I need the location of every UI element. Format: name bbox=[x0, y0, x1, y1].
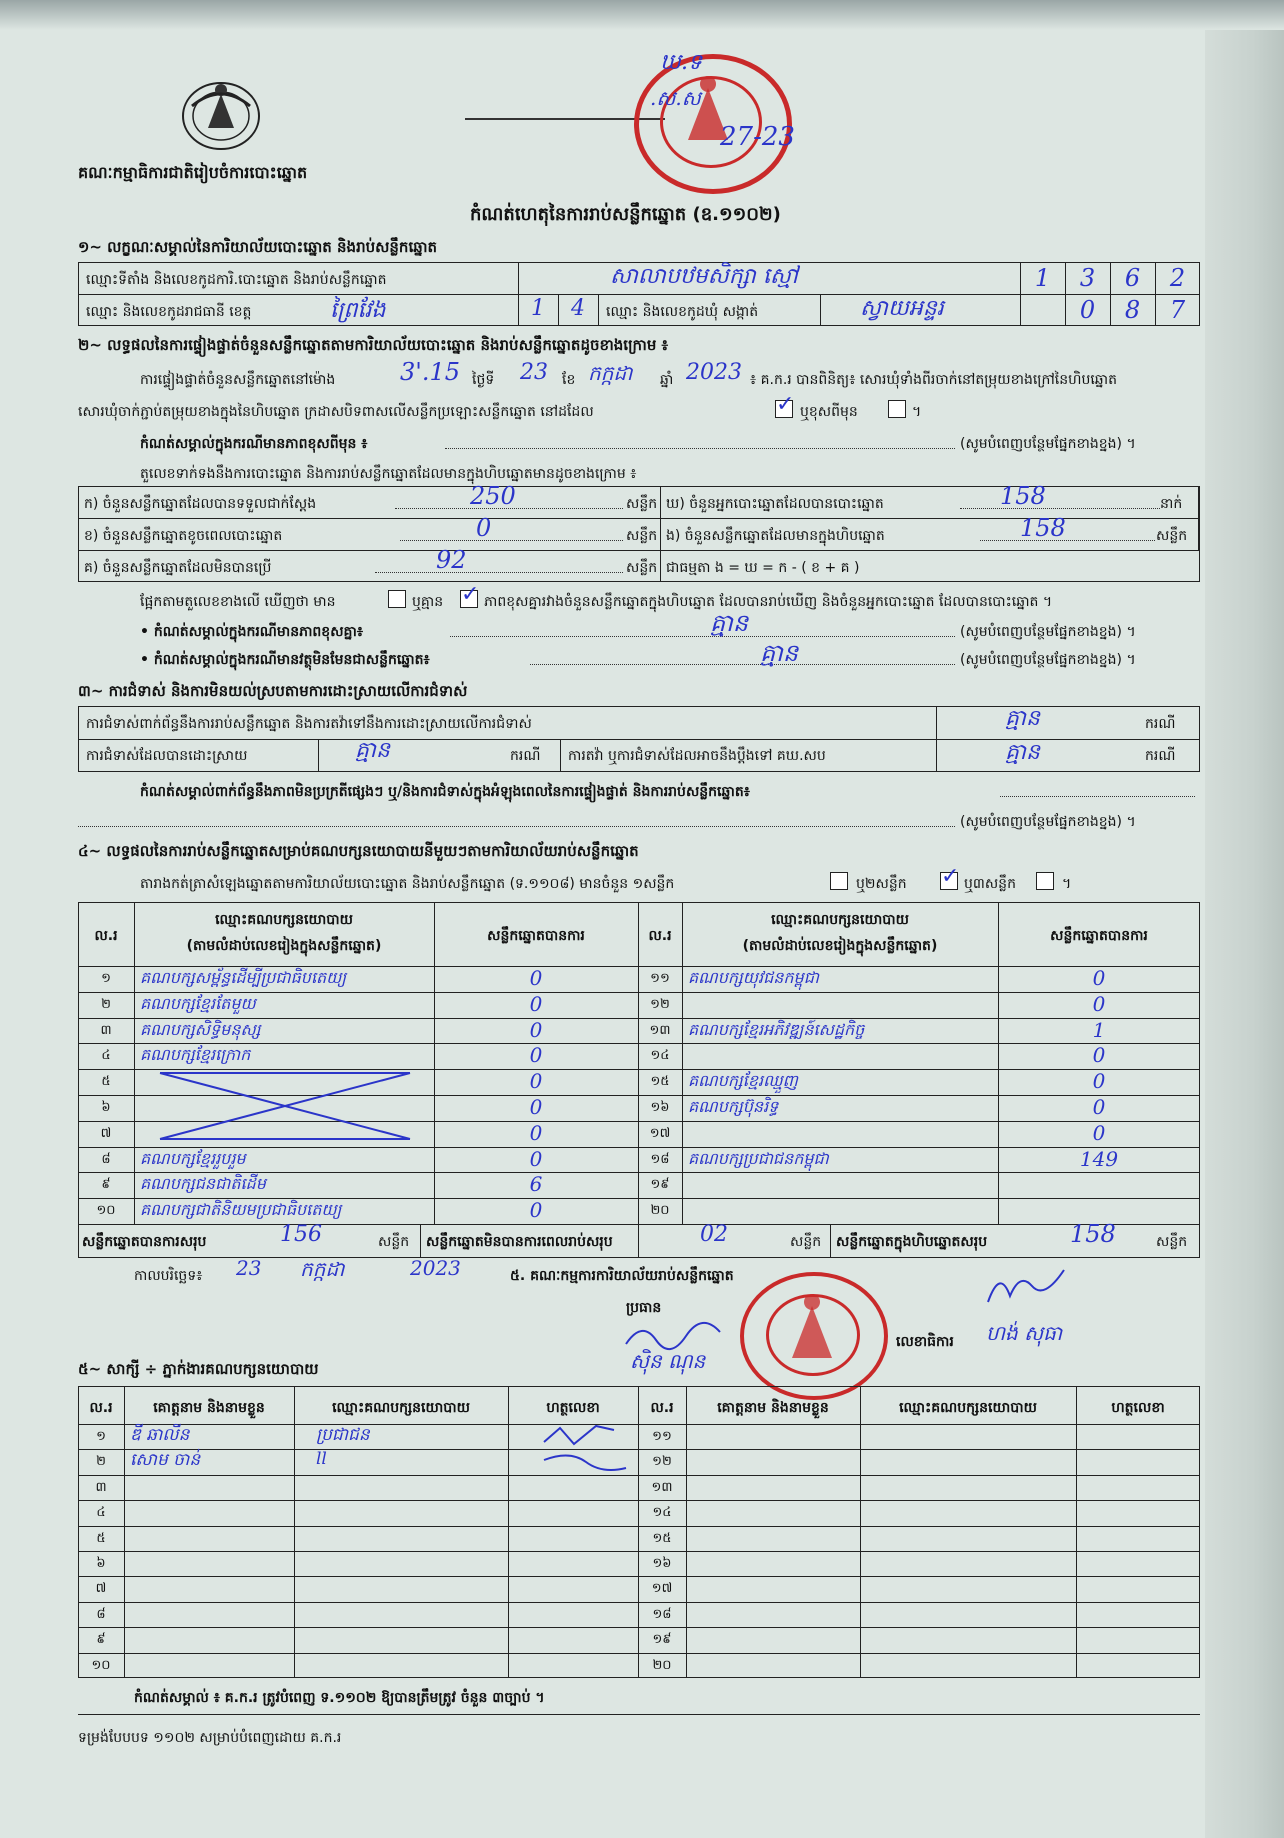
tally-sheet-intro: តារាងកត់ត្រាសំឡេងឆ្នោតតាមការិយាល័យបោះឆ្នោត និងរាប់សន្លឹកឆ្នោត (ទ.១១០៨) មានចំនួន ១សន្លឹក bbox=[140, 876, 675, 892]
fill-note-2: (សូមបំពេញបន្ថែមផ្នែកខាងខ្នង) ។ bbox=[960, 624, 1136, 640]
figure-d-value: 158 bbox=[1000, 482, 1046, 510]
nec-emblem-icon bbox=[178, 76, 264, 152]
province-code-2: 4 bbox=[571, 296, 585, 321]
total-valid-value: 156 bbox=[280, 1222, 322, 1247]
stamp-handwriting-1: ឃ.ទ bbox=[660, 50, 702, 75]
total-box-unit: សន្លឹក bbox=[1156, 1234, 1188, 1250]
check-mark-icon: ✓ bbox=[941, 864, 960, 889]
col-party-sub-left: (តាមលំដាប់លេខរៀងក្នុងសន្លឹកឆ្នោត) bbox=[186, 938, 382, 954]
total-invalid-value: 02 bbox=[700, 1222, 728, 1247]
witness-row-no: ១២ bbox=[652, 1454, 672, 1470]
result-row-no: ១២ bbox=[650, 996, 670, 1012]
check-mark-icon: ✓ bbox=[461, 582, 480, 607]
result-votes: 0 bbox=[529, 1043, 543, 1068]
col-party-right: ឈ្មោះគណបក្សនយោបាយ bbox=[771, 912, 909, 928]
col-party-sub-right: (តាមលំដាប់លេខរៀងក្នុងសន្លឹកឆ្នោត) bbox=[742, 938, 938, 954]
objection-row1-case: ករណី bbox=[1145, 716, 1176, 732]
result-row-no: ៧ bbox=[100, 1125, 112, 1141]
result-row-no: ៥ bbox=[101, 1074, 111, 1090]
station-code-3: 6 bbox=[1124, 264, 1141, 292]
total-valid-unit: សន្លឹក bbox=[378, 1234, 410, 1250]
result-votes: 0 bbox=[1092, 1120, 1106, 1145]
result-row-no: ៨ bbox=[101, 1151, 111, 1167]
witness-col-party-left: ឈ្មោះគណបក្សនយោបាយ bbox=[332, 1400, 470, 1416]
witness-row-no: ៤ bbox=[96, 1505, 106, 1521]
result-row-no: ១១ bbox=[650, 971, 670, 986]
date-month: កក្កដា bbox=[300, 1257, 345, 1281]
verify-line-e: ៖ គ.ក.រ បានពិនិត្យ៖ សោរឃុំទាំងពីរចាក់នៅតម្រុយខាងក្រៅនៃហិបឆ្នោត bbox=[750, 372, 1117, 388]
stamp-handwriting-2: .ស.ស bbox=[650, 86, 701, 110]
verify-time: 3'.15 bbox=[400, 358, 461, 386]
objection-appeal-value: គ្មាន bbox=[1005, 740, 1040, 765]
figure-e-value: 158 bbox=[1020, 514, 1066, 542]
footer-note: កំណត់សម្គាល់ ៖ គ.ក.រ ត្រូវបំពេញ ទ.១១០២ ឱ្យបានត្រឹមត្រូវ ចំនួន ៣ច្បាប់ ។ bbox=[134, 1690, 545, 1706]
result-row-no: ២០ bbox=[650, 1203, 670, 1219]
witness-col-name-right: គោត្តនាម និងនាមខ្លួន bbox=[717, 1400, 829, 1416]
bullet-object-value: គ្មាន bbox=[760, 639, 799, 667]
result-row-no: ២ bbox=[101, 996, 111, 1012]
result-party-name: គណបក្សខ្មែរឈ្មួញ bbox=[688, 1071, 798, 1091]
result-votes: 0 bbox=[529, 991, 543, 1016]
result-votes: 149 bbox=[1079, 1146, 1119, 1171]
polling-station-label: ឈ្មោះទីតាំង និងលេខកូដការិ.បោះឆ្នោត និងរាប់សន្លឹកឆ្នោត bbox=[86, 272, 387, 288]
total-box-value: 158 bbox=[1070, 1220, 1116, 1248]
result-party-name: គណបក្សប៊ុនរិទ្ធ bbox=[688, 1097, 779, 1116]
has-difference-checkbox[interactable] bbox=[388, 590, 406, 608]
three-sheet-label: ឬ៣សន្លឹក bbox=[964, 876, 1016, 892]
witness-row-no: ២ bbox=[96, 1454, 106, 1470]
changed-checkbox[interactable] bbox=[888, 400, 906, 418]
commune-code-1: 0 bbox=[1079, 296, 1096, 324]
document-page: គណៈកម្មាធិការជាតិរៀបចំការបោះឆ្នោត ឃ.ទ .ស.ស 27-23 កំណត់ហេតុនៃការរាប់សន្លឹកឆ្នោត (ឧ.១១០២) ១~ លក្ខណៈសម្គាល់នៃការិយាល័យបោះឆ្នោត និងរាប់សន្លឹកឆ្នោត ឈ្មោះទីតាំង និងលេខកូដការិ.បោះឆ្នោត និងរាប់សន្លឹកឆ្នោត សាលាបឋមសិក្សា ស្មៅ 1 3 6 2 ឈ្មោះ និងលេខកូដរាជធានី ខេត្ត ព្រៃវែង 1 4 ឈ្មោះ និងលេខកូដឃុំ សង្កាត់ ស្វាយអន្ទរ 0 8 7 ២~ លទ្ធផលនៃការផ្ទៀងផ្ទាត់ចំនួនសន្លឹកឆ្នោតតាមការិយាល័យបោះឆ្នោត និងរាប់សន្លឹកឆ្នោតដូចខាងក្រោម ៖ ការផ្ទៀងផ្ទាត់ចំនួនសន្លឹកឆ្នោតនៅម៉ោង 3'.15 ថ្ងៃទី 23 ខែ កក្កដា ឆ្នាំ 2023 ៖ គ.ក.រ បានពិនិត្យ៖ សោរឃុំទាំងពីរចាក់នៅតម្រុយខាងក្រៅនៃហិបឆ្នោត សោរឃុំចាក់ភ្ជាប់តម្រុយខាងក្នុងនៃហិបឆ្នោត ក្រដាសបិទពាសលើសន្លឹកប្រឡោះសន្លឹកឆ្នោត នៅដដែល ✓ ឬខុសពីមុន ។ កំណត់សម្គាល់ក្នុងករណីមានភាពខុសពីមុន ៖ (សូមបំពេញបន្ថែមផ្នែកខាងខ្នង) ។ តួលេខទាក់ទងនឹងការបោះឆ្នោត និងការរាប់សន្លឹកឆ្នោតដែលមានក្នុងហិបឆ្នោតមានដូចខាងក្រោម ៖ ក) ចំនួនសន្លឹកឆ្នោតដែលបានទទួលជាក់ស្តែង 250 សន្លឹក ឃ) ចំនួនអ្នកបោះឆ្នោតដែលបានបោះឆ្នោត 158 នាក់ ខ) ចំនួនសន្លឹកឆ្នោតខូចពេលបោះឆ្នោត 0 សន្លឹក ង) ចំនួនសន្លឹកឆ្នោតដែលមានក្នុងហិបឆ្នោត 158 សន្លឹក គ) ចំនួនសន្លឹកឆ្នោតដែលមិនបានប្រើ 92 សន្លឹក ជាធម្មតា ង = ឃ = ក - ( ខ + គ ) ផ្អែកតាមតួលេខខាងលើ ឃើញថា មាន ឬគ្មាន ✓ ភាពខុសគ្នារវាងចំនួនសន្លឹកឆ្នោតក្នុងហិបឆ្នោត ដែលបានរាប់ឃើញ និងចំនួនអ្នកបោះឆ្នោត ដែលបានបោះឆ្នោត ។ • កំណត់សម្គាល់ក្នុងករណីមានភាពខុសគ្នា៖ គ្មាន (សូមបំពេញបន្ថែមផ្នែកខាងខ្នង) ។ • កំណត់សម្គាល់ក្នុងករណីមានវត្ថុមិនមែនជាសន្លឹកឆ្នោត៖ គ្មាន (សូមបំពេញបន្ថែមផ្នែកខាងខ្នង) ។ ៣~ ការជំទាស់ និងការមិនយល់ស្របតាមការដោះស្រាយលើការជំទាស់ ការជំទាស់ពាក់ព័ន្ធនឹងការរាប់សន្លឹកឆ្នោត និងការតវ៉ាទៅនឹងការដោះស្រាយលើការជំទាស់ គ្មាន ករណី ការជំទាស់ដែលបានដោះស្រាយ គ្មាន ករណី ការតវ៉ា ឬការជំទាស់ដែលអាចនឹងប្តឹងទៅ គឃ.សប គ្មាន ករណី កំណត់សម្គាល់ពាក់ព័ន្ធនឹងភាពមិនប្រក្រតីផ្សេងៗ ឬ/និងការជំទាស់ក្នុងអំឡុងពេលនៃការផ្ទៀងផ្ទាត់ និងការរាប់សន្លឹកឆ្នោត៖ (សូមបំពេញបន្ថែមផ្នែកខាងខ្នង) ។ ៤~ លទ្ធផលនៃការរាប់សន្លឹកឆ្នោតសម្រាប់គណបក្សនយោបាយនីមួយៗតាមការិយាល័យរាប់សន្លឹកឆ្នោត តារាងកត់ត្រាសំឡេងឆ្នោតតាមការិយាល័យបោះឆ្នោត និងរាប់សន្លឹកឆ្នោត (ទ.១១០៨) មានចំនួន ១សន្លឹក ឬ២សន្លឹក ✓ ឬ៣សន្លឹក ។ ល.រ ឈ្មោះគណបក្សនយោបាយ (តាមលំដាប់លេខរៀងក្នុងសន្លឹកឆ្នោត) សន្លឹកឆ្នោតបានការ ល.រ ឈ្មោះគណបក្សនយោបាយ (តាមលំដាប់លេខរៀងក្នុងសន្លឹកឆ្នោត) សន្លឹកឆ្នោតបានការ ១ គណបក្សសម្ព័ន្ធដើម្បីប្រជាធិបតេយ្យ 0 ១១ គណបក្សយុវជនកម្ពុជា 0 ២ គណបក្សខ្មែរតែមួយ 0 ១២ 0 ៣ គណបក្សសិទ្ធិមនុស្ស 0 ១៣ គណបក្សខ្មែរអភិវឌ្ឍន៍សេដ្ឋកិច្ច 1 ៤ គណបក្សខ្មែរក្រោក 0 ១៤ 0 ៥ 0 ១៥ គណបក្សខ្មែរឈ្មួញ 0 ៦ 0 ១៦ គណបក្សប៊ុនរិទ្ធ 0 ៧ 0 ១៧ 0 ៨ គណបក្សខ្មែររួបរួម 0 ១៨ គណបក្សប្រជាជនកម្ពុជា 149 ៩ គណបក្សជនជាតិដើម 6 ១៩ ១០ គណបក្សជាតិនិយមប្រជាធិបតេយ្យ 0 ២០ សន្លឹកឆ្នោតបានការសរុប 156 សន្លឹក សន្លឹកឆ្នោតមិនបានការពេលរាប់សរុប 02 សន្លឹក សន្លឹកឆ្នោតក្នុងហិបឆ្នោតសរុប 158 សន្លឹក កាលបរិច្ឆេទ៖ 23 កក្កដា 2023 ៥. គណៈកម្មការការិយាល័យរាប់សន្លឹកឆ្នោត ប្រធាន ស៊ិន ណុន លេខាធិការ ហង់ សុធា ៥~ សាក្សី ÷ ភ្នាក់ងារគណបក្សនយោបាយ ល.រ គោត្តនាម និងនាមខ្លួន ឈ្មោះគណបក្សនយោបាយ ហត្ថលេខា ល.រ គោត្តនាម និងនាមខ្លួន ឈ្មោះគណបក្សនយោបាយ ហត្ថលេខា ១ ឌី ឆាលីន ប្រជាជន ១១ ២ សោម ចាន់ ll ១២ ៣ ១៣ ៤ ១៤ ៥ ១៥ ៦ ១៦ ៧ ១៧ ៨ ១៨ ៩ ១៩ ១០ ២០ កំណត់សម្គាល់ ៖ គ.ក.រ ត្រូវបំពេញ ទ.១១០២ ឱ្យបានត្រឹមត្រូវ ចំនួន ៣ច្បាប់ ។ ទម្រង់បែបបទ ១១០២ សម្រាប់បំពេញដោយ គ.ក.រ bbox=[0, 0, 1284, 1838]
result-party-name: គណបក្សខ្មែរក្រោក bbox=[140, 1045, 251, 1065]
witness-col-name-left: គោត្តនាម និងនាមខ្លួន bbox=[153, 1400, 265, 1416]
figure-b-value: 0 bbox=[476, 514, 492, 542]
result-row-no: ១៩ bbox=[650, 1177, 670, 1193]
witness-row-no: ១៥ bbox=[652, 1530, 672, 1546]
result-row-no: ១៦ bbox=[650, 1100, 670, 1115]
section3-heading: ៣~ ការជំទាស់ និងការមិនយល់ស្របតាមការដោះស្រាយលើការជំទាស់ bbox=[78, 682, 468, 700]
result-party-name: គណបក្សខ្មែរតែមួយ bbox=[140, 993, 256, 1013]
col-no-right: ល.រ bbox=[648, 928, 672, 944]
result-votes: 0 bbox=[529, 1146, 543, 1171]
station-code-4: 2 bbox=[1169, 264, 1186, 292]
commune-code-3: 7 bbox=[1169, 296, 1186, 324]
result-votes: 0 bbox=[529, 966, 543, 990]
witness-name: ឌី ឆាលីន bbox=[130, 1425, 190, 1445]
witness-col-sign-left: ហត្ថលេខា bbox=[546, 1400, 600, 1416]
bullet-difference-label: • កំណត់សម្គាល់ក្នុងករណីមានភាពខុសគ្នា៖ bbox=[140, 624, 364, 640]
committee-label: ៥. គណៈកម្មការការិយាល័យរាប់សន្លឹកឆ្នោត bbox=[510, 1268, 734, 1284]
figure-c-value: 92 bbox=[436, 546, 467, 574]
two-sheet-label: ឬ២សន្លឹក bbox=[856, 876, 907, 892]
figures-intro: តួលេខទាក់ទងនឹងការបោះឆ្នោត និងការរាប់សន្លឹកឆ្នោតដែលមានក្នុងហិបឆ្នោតមានដូចខាងក្រោម ៖ bbox=[140, 466, 637, 482]
chair-name: ស៊ិន ណុន bbox=[630, 1349, 706, 1373]
figure-a-unit: សន្លឹក bbox=[626, 496, 658, 512]
date-day: 23 bbox=[236, 1256, 262, 1280]
figure-b-unit: សន្លឹក bbox=[626, 528, 658, 544]
figure-d-label: ឃ) ចំនួនអ្នកបោះឆ្នោតដែលបានបោះឆ្នោត bbox=[666, 496, 884, 512]
result-votes: 0 bbox=[529, 1069, 543, 1094]
secretary-name: ហង់ សុធា bbox=[986, 1321, 1063, 1345]
fill-note-4: (សូមបំពេញបន្ថែមផ្នែកខាងខ្នង) ។ bbox=[960, 814, 1136, 830]
formula: ជាធម្មតា ង = ឃ = ក - ( ខ + គ ) bbox=[666, 560, 860, 576]
objection-appeal-case: ករណី bbox=[1145, 748, 1176, 764]
result-votes: 0 bbox=[1092, 1069, 1106, 1094]
witness-row-no: ១៩ bbox=[652, 1632, 672, 1648]
objection-row1-value: គ្មាន bbox=[1005, 706, 1040, 731]
total-invalid-unit: សន្លឹក bbox=[790, 1234, 822, 1250]
witness-row-no: ១០ bbox=[91, 1657, 111, 1673]
witness-col-no-right: ល.រ bbox=[650, 1400, 674, 1416]
result-row-no: ១៨ bbox=[650, 1151, 670, 1167]
witness-row-no: ១ bbox=[96, 1429, 106, 1444]
result-votes: 6 bbox=[529, 1172, 543, 1197]
result-row-no: ១០ bbox=[96, 1203, 116, 1219]
verify-day: 23 bbox=[520, 360, 548, 385]
witness-col-party-right: ឈ្មោះគណបក្សនយោបាយ bbox=[899, 1400, 1037, 1416]
figure-d-unit: នាក់ bbox=[1160, 496, 1183, 512]
secretary-label: លេខាធិការ bbox=[896, 1334, 954, 1350]
result-party-name: គណបក្សជាតិនិយមប្រជាធិបតេយ្យ bbox=[140, 1200, 342, 1220]
page-fold-shadow bbox=[1205, 0, 1284, 1838]
section2-heading: ២~ លទ្ធផលនៃការផ្ទៀងផ្ទាត់ចំនួនសន្លឹកឆ្នោតតាមការិយាល័យបោះឆ្នោត និងរាប់សន្លឹកឆ្នោតដូចខាងក្រោម ៖ bbox=[78, 336, 669, 354]
figure-a-value: 250 bbox=[470, 482, 516, 510]
section5-heading: ៥~ សាក្សី ÷ ភ្នាក់ងារគណបក្សនយោបាយ bbox=[78, 1360, 319, 1378]
difference-note-label: កំណត់សម្គាល់ក្នុងករណីមានភាពខុសពីមុន ៖ bbox=[140, 436, 368, 452]
witness-row-no: ១៨ bbox=[652, 1606, 672, 1622]
verify-line-2: សោរឃុំចាក់ភ្ជាប់តម្រុយខាងក្នុងនៃហិបឆ្នោត ក្រដាសបិទពាសលើសន្លឹកប្រឡោះសន្លឹកឆ្នោត នៅដដែល bbox=[78, 404, 594, 420]
witness-row-no: ៦ bbox=[96, 1556, 106, 1571]
result-party-name: គណបក្សសិទ្ធិមនុស្ស bbox=[140, 1019, 261, 1039]
result-votes: 0 bbox=[529, 1198, 543, 1223]
date-label: កាលបរិច្ឆេទ៖ bbox=[134, 1268, 203, 1284]
result-row-no: ៦ bbox=[101, 1100, 111, 1115]
committee-stamp bbox=[740, 1272, 890, 1402]
figure-e-unit: សន្លឹក bbox=[1156, 528, 1188, 544]
three-sheet-checkbox[interactable] bbox=[1036, 872, 1054, 890]
result-party-name: គណបក្សយុវជនកម្ពុជា bbox=[688, 968, 819, 987]
witness-row-no: ២០ bbox=[652, 1657, 672, 1673]
result-party-name: គណបក្សខ្មែររួបរួម bbox=[140, 1148, 246, 1168]
objection-resolved-label: ការជំទាស់ដែលបានដោះស្រាយ bbox=[86, 748, 248, 764]
result-votes: 1 bbox=[1092, 1017, 1106, 1042]
col-votes-right: សន្លឹកឆ្នោតបានការ bbox=[1050, 928, 1148, 944]
result-row-no: ១៤ bbox=[650, 1048, 670, 1064]
result-row-no: ៩ bbox=[101, 1177, 111, 1193]
result-party-name: គណបក្សជនជាតិដើម bbox=[140, 1174, 266, 1194]
witness-row-no: ១១ bbox=[652, 1429, 672, 1444]
crossed-out-rows bbox=[150, 1069, 420, 1145]
verify-month: កក្កដា bbox=[588, 361, 633, 385]
result-party-name: គណបក្សខ្មែរអភិវឌ្ឍន៍សេដ្ឋកិច្ច bbox=[688, 1019, 865, 1039]
check-mark-icon: ✓ bbox=[776, 392, 795, 417]
witness-row-no: ១៣ bbox=[651, 1479, 673, 1495]
result-row-no: ១៥ bbox=[650, 1074, 670, 1090]
chair-label: ប្រធាន bbox=[626, 1300, 662, 1316]
result-party-name: គណបក្សប្រជាជនកម្ពុជា bbox=[688, 1148, 829, 1168]
objection-row1-label: ការជំទាស់ពាក់ព័ន្ធនឹងការរាប់សន្លឹកឆ្នោត និងការតវ៉ាទៅនឹងការដោះស្រាយលើការជំទាស់ bbox=[86, 716, 532, 732]
witness-signature-2 bbox=[540, 1446, 630, 1480]
commune-label: ឈ្មោះ និងលេខកូដឃុំ សង្កាត់ bbox=[606, 304, 759, 320]
result-votes: 0 bbox=[1092, 1095, 1106, 1119]
col-votes-left: សន្លឹកឆ្នោតបានការ bbox=[487, 928, 585, 944]
result-row-no: ១ bbox=[101, 971, 111, 986]
bullet-object-label: • កំណត់សម្គាល់ក្នុងករណីមានវត្ថុមិនមែនជាសន្លឹកឆ្នោត៖ bbox=[140, 652, 430, 668]
witness-row-no: ៨ bbox=[96, 1606, 106, 1622]
witness-row-no: ៥ bbox=[96, 1530, 106, 1546]
witness-row-no: ១៦ bbox=[652, 1556, 672, 1571]
verify-year: 2023 bbox=[686, 360, 742, 385]
result-votes: 0 bbox=[1092, 966, 1106, 990]
difference-line: ផ្អែកតាមតួលេខខាងលើ ឃើញថា មាន bbox=[140, 594, 336, 610]
province-label: ឈ្មោះ និងលេខកូដរាជធានី ខេត្ត bbox=[86, 304, 252, 320]
stamp-handwriting-3: 27-23 bbox=[720, 122, 795, 152]
form-title: កំណត់ហេតុនៃការរាប់សន្លឹកឆ្នោត (ឧ.១១០២) bbox=[470, 204, 781, 225]
commune-value: ស្វាយអន្ទរ bbox=[860, 296, 944, 321]
result-votes: 0 bbox=[1092, 991, 1106, 1016]
witness-row-no: ៩ bbox=[96, 1632, 106, 1648]
result-votes: 0 bbox=[529, 1120, 543, 1145]
col-party-left: ឈ្មោះគណបក្សនយោបាយ bbox=[215, 912, 353, 928]
figure-e-label: ង) ចំនួនសន្លឹកឆ្នោតដែលមានក្នុងហិបឆ្នោត bbox=[666, 528, 885, 544]
witness-name: សោម ចាន់ bbox=[130, 1450, 201, 1471]
date-year: 2023 bbox=[410, 1256, 461, 1280]
commune-code-2: 8 bbox=[1124, 296, 1141, 324]
result-row-no: ១៧ bbox=[649, 1125, 671, 1141]
result-row-no: ៤ bbox=[101, 1048, 111, 1064]
witness-party: ប្រជាជន bbox=[316, 1425, 370, 1445]
changed-label: ឬខុសពីមុន bbox=[800, 404, 858, 420]
org-name: គណៈកម្មាធិការជាតិរៀបចំការបោះឆ្នោត bbox=[78, 163, 308, 182]
verify-line-a: ការផ្ទៀងផ្ទាត់ចំនួនសន្លឹកឆ្នោតនៅម៉ោង bbox=[140, 372, 336, 388]
witness-row-no: ១៧ bbox=[651, 1581, 673, 1597]
station-code-2: 3 bbox=[1079, 264, 1096, 292]
result-votes: 0 bbox=[529, 1095, 543, 1119]
form-reference: ទម្រង់បែបបទ ១១០២ សម្រាប់បំពេញដោយ គ.ក.រ bbox=[78, 1730, 342, 1746]
objection-appeal-label: ការតវ៉ា ឬការជំទាស់ដែលអាចនឹងប្តឹងទៅ គឃ.សប bbox=[568, 748, 826, 764]
polling-station-value: សាលាបឋមសិក្សា ស្មៅ bbox=[610, 264, 798, 289]
result-party-name: គណបក្សសម្ព័ន្ធដើម្បីប្រជាធិបតេយ្យ bbox=[140, 968, 347, 987]
figure-a-label: ក) ចំនួនសន្លឹកឆ្នោតដែលបានទទួលជាក់ស្តែង bbox=[84, 496, 317, 512]
no-difference-label: ឬគ្មាន bbox=[412, 594, 444, 610]
fill-note-3: (សូមបំពេញបន្ថែមផ្នែកខាងខ្នង) ។ bbox=[960, 652, 1136, 668]
section1-heading: ១~ លក្ខណៈសម្គាល់នៃការិយាល័យបោះឆ្នោត និងរាប់សន្លឹកឆ្នោត bbox=[78, 238, 438, 256]
result-row-no: ១៣ bbox=[649, 1022, 671, 1038]
total-valid-label: សន្លឹកឆ្នោតបានការសរុប bbox=[82, 1234, 207, 1250]
irregularity-note: កំណត់សម្គាល់ពាក់ព័ន្ធនឹងភាពមិនប្រក្រតីផ្សេងៗ ឬ/និងការជំទាស់ក្នុងអំឡុងពេលនៃការផ្ទៀងផ្ទាត់ និងការរាប់សន្លឹកឆ្នោត៖ bbox=[140, 784, 750, 800]
witness-row-no: ១៤ bbox=[652, 1505, 672, 1521]
province-code-1: 1 bbox=[531, 296, 545, 321]
difference-line-c: ភាពខុសគ្នារវាងចំនួនសន្លឹកឆ្នោតក្នុងហិបឆ្នោត ដែលបានរាប់ឃើញ និងចំនួនអ្នកបោះឆ្នោត ដែលបានបោះឆ្នោត ។ bbox=[484, 594, 1053, 610]
result-votes: 0 bbox=[529, 1017, 543, 1042]
total-invalid-label: សន្លឹកឆ្នោតមិនបានការពេលរាប់សរុប bbox=[426, 1234, 613, 1250]
objection-resolved-value: គ្មាន bbox=[355, 738, 390, 763]
total-box-label: សន្លឹកឆ្នោតក្នុងហិបឆ្នោតសរុប bbox=[836, 1234, 988, 1250]
figure-c-unit: សន្លឹក bbox=[626, 560, 658, 576]
witness-row-no: ៧ bbox=[95, 1581, 107, 1597]
chair-signature bbox=[622, 1318, 732, 1356]
verify-line-b: ថ្ងៃទី bbox=[472, 372, 495, 388]
one-sheet-checkbox[interactable] bbox=[830, 872, 848, 890]
result-row-no: ៣ bbox=[100, 1022, 112, 1038]
secretary-signature bbox=[980, 1262, 1070, 1316]
result-votes: 0 bbox=[1092, 1043, 1106, 1068]
col-no-left: ល.រ bbox=[94, 928, 118, 944]
witness-row-no: ៣ bbox=[95, 1479, 107, 1495]
witness-col-no-left: ល.រ bbox=[89, 1400, 113, 1416]
objection-resolved-case: ករណី bbox=[510, 748, 541, 764]
figure-c-label: គ) ចំនួនសន្លឹកឆ្នោតដែលមិនបានប្រើ bbox=[84, 560, 272, 576]
figure-b-label: ខ) ចំនួនសន្លឹកឆ្នោតខូចពេលបោះឆ្នោត bbox=[84, 528, 283, 544]
province-value: ព្រៃវែង bbox=[330, 298, 386, 323]
top-shadow bbox=[0, 0, 1284, 30]
verify-line-c: ខែ bbox=[562, 372, 576, 388]
bullet-difference-value: គ្មាន bbox=[710, 609, 749, 637]
witness-party: ll bbox=[316, 1449, 327, 1470]
fill-note-1: (សូមបំពេញបន្ថែមផ្នែកខាងខ្នង) ។ bbox=[960, 436, 1136, 452]
section4-heading: ៤~ លទ្ធផលនៃការរាប់សន្លឹកឆ្នោតសម្រាប់គណបក្សនយោបាយនីមួយៗតាមការិយាល័យរាប់សន្លឹកឆ្នោត bbox=[78, 842, 639, 860]
station-code-1: 1 bbox=[1034, 264, 1051, 292]
verify-line-d: ឆ្នាំ bbox=[660, 372, 674, 388]
witness-col-sign-right: ហត្ថលេខា bbox=[1111, 1400, 1165, 1416]
